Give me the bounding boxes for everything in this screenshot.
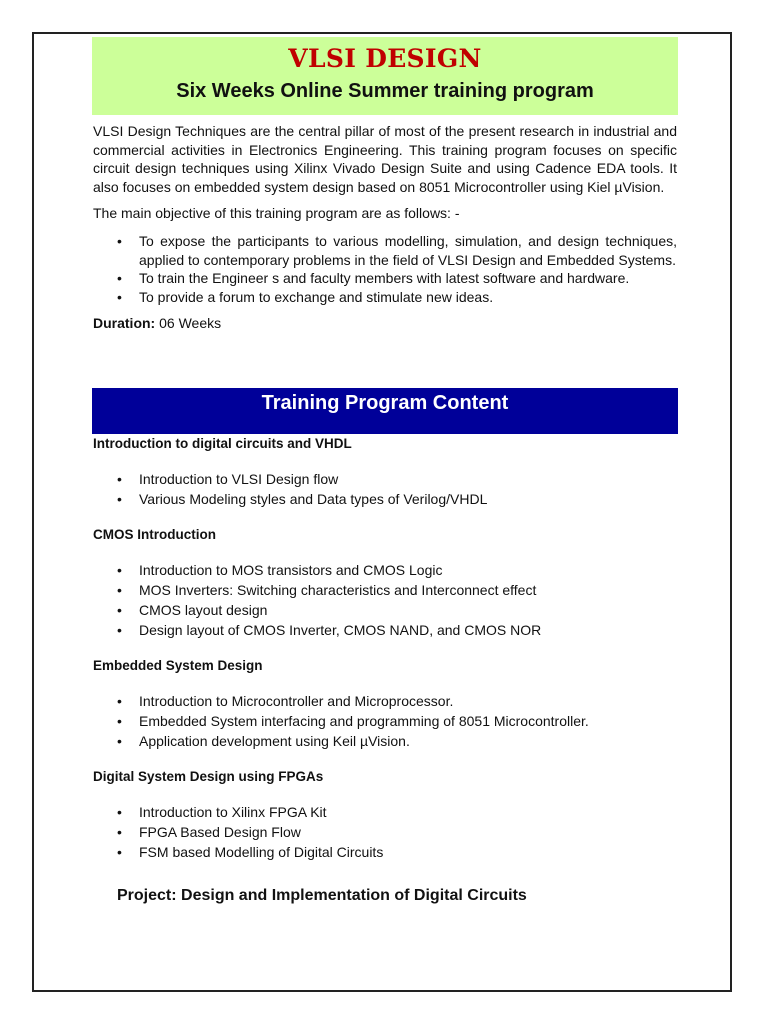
- module: [93, 525, 677, 640]
- module-list: [93, 802, 677, 862]
- modules-section: [93, 434, 677, 862]
- duration-label: Duration:: [93, 315, 156, 332]
- list-item: • CMOS layout design: [93, 600, 677, 620]
- section-title: Training Program Content: [261, 392, 509, 414]
- module-heading: Introduction to digital circuits and VHDL: [93, 436, 352, 451]
- objective-lead: The main objective of this training program are as follows: -: [93, 205, 460, 222]
- header-banner: [92, 37, 678, 115]
- module: [93, 767, 677, 862]
- module: [93, 434, 677, 509]
- list-item: • MOS Inverters: Switching characteristics and Interconnect effect: [93, 580, 677, 600]
- module-heading: Embedded System Design: [93, 658, 263, 673]
- list-item: • Embedded System interfacing and programming of 8051 Microcontroller.: [93, 711, 677, 731]
- document-subtitle: Six Weeks Online Summer training program: [176, 80, 594, 102]
- list-item: • Design layout of CMOS Inverter, CMOS NAND, and CMOS NOR: [93, 620, 677, 640]
- list-item: • Introduction to Xilinx FPGA Kit: [93, 802, 677, 822]
- objectives-list: [93, 232, 677, 306]
- module-list: [93, 691, 677, 751]
- list-item: • Application development using Keil µVision.: [93, 731, 677, 751]
- module-heading: CMOS Introduction: [93, 527, 216, 542]
- list-item: • Various Modeling styles and Data types of Verilog/VHDL: [93, 489, 677, 509]
- list-item: • To train the Engineer s and faculty members with latest software and hardware.: [93, 269, 677, 288]
- duration-line: [93, 314, 677, 333]
- list-item: • FSM based Modelling of Digital Circuits: [93, 842, 677, 862]
- module-list: [93, 560, 677, 640]
- section-banner: [92, 388, 678, 434]
- intro-paragraph: VLSI Design Techniques are the central pillar of most of the present research in industrial and commercial activities in Electronics Engineering. This training program focuses on specific circuit design techniques using Xilinx Vivado Design Suite and using Cadence EDA tools. It also focuses on embedded system design based on 8051 Microcontroller using Kiel µVision.: [93, 123, 677, 195]
- duration-value: 06 Weeks: [159, 315, 222, 332]
- list-item: • Introduction to VLSI Design flow: [93, 469, 677, 489]
- list-item: • Introduction to MOS transistors and CMOS Logic: [93, 560, 677, 580]
- document-title: VLSI DESIGN: [288, 44, 482, 73]
- module: [93, 656, 677, 751]
- list-item: • To provide a forum to exchange and stimulate new ideas.: [93, 288, 677, 307]
- project-heading: Project: Design and Implementation of Digital Circuits: [117, 887, 527, 904]
- list-item: • To expose the participants to various modelling, simulation, and design techniques, applied to contemporary problems in the field of VLSI Design and Embedded Systems.: [93, 232, 677, 269]
- module-list: [93, 469, 677, 509]
- intro-section: [93, 122, 677, 333]
- module-heading: Digital System Design using FPGAs: [93, 769, 324, 784]
- list-item: • Introduction to Microcontroller and Microprocessor.: [93, 691, 677, 711]
- list-item: • FPGA Based Design Flow: [93, 822, 677, 842]
